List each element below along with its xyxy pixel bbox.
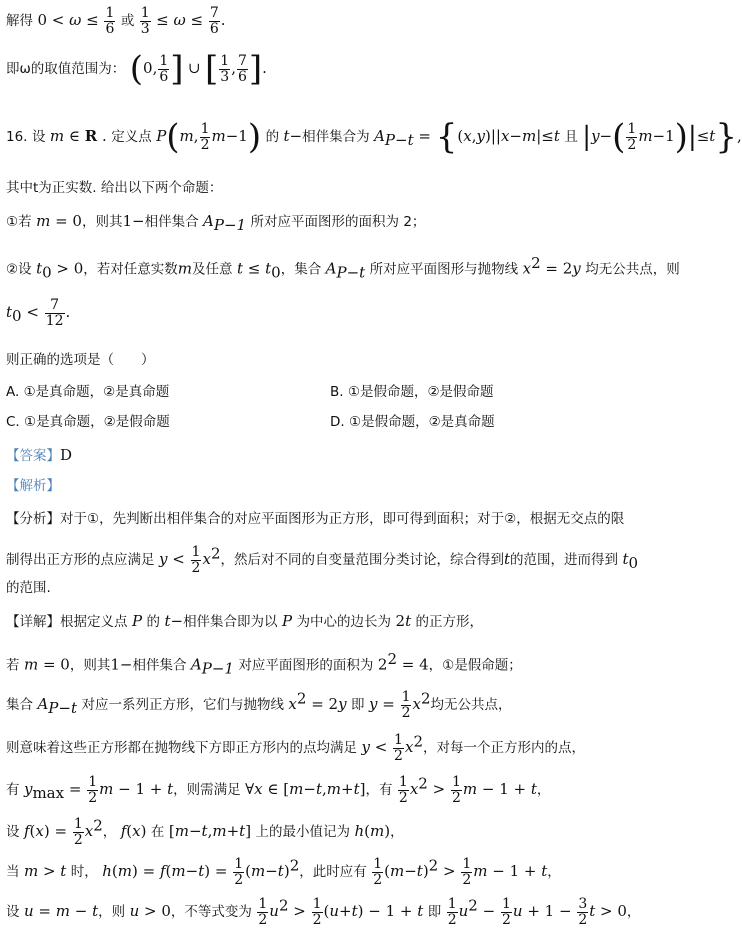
fenxi-line-1: 【分析】对于①，先判断出相伴集合的对应平面图形为正方形，即可得到面积；对于②，根据无交点的限	[6, 511, 625, 527]
q16-number: 16.	[6, 129, 28, 145]
line1-prefix: 解得	[6, 13, 33, 30]
xiangjie-line-4: 则意味着这些正方形都在抛物线下方即正方形内的点均满足 y < $\frac{1}{2}$ $x^2$，对每一个正方形内的点，	[6, 732, 585, 764]
option-a[interactable]: A. ①是真命题，②是真命题	[6, 384, 170, 400]
xiangjie-line-6: 设 f(x) = $\frac{1}{2}$ $x^2$， f(x) 在 [m−t,m+t] 上的最小值记为 h(m)，	[6, 816, 404, 848]
fenxi-label: 【分析】	[6, 511, 60, 527]
xiangjie-line-2: 若 m = 0，则其1−相伴集合 $A_{P-1}$ 对应平面图形的面积为 $2^2 = 4$，①是假命题；	[6, 650, 522, 678]
option-b[interactable]: B. ①是假命题，②是假命题	[330, 384, 494, 400]
solution-line-1: 解得 0 < ω ≤ $\frac{1}{6}$ 或 $\frac{1}{3}$ ≤ ω ≤ $\frac{7}{6}$ .	[6, 5, 226, 37]
option-c[interactable]: C. ①是真命题，②是假命题	[6, 414, 170, 430]
xiangjie-label: 【详解】	[6, 614, 60, 630]
fenxi-line-2: 制得出正方形的点应满足 y < $\frac{1}{2}$ $x^2$，然后对不同的自变量范围分类讨论，综合得到t的范围，进而得到 $t_0$	[6, 544, 639, 576]
q16-stem-line-2: 其中t为正实数. 给出以下两个命题：	[6, 180, 223, 196]
answer-label: 【答案】	[6, 448, 60, 464]
xiangjie-line-7: 当 m > t 时， h(m) = f(m−t) = $\frac{1}{2}$ $(m-t)^2$，此时应有 $\frac{1}{2}$ $(m-t)^2$ > $\frac{1}{2}$ m − 1 + t，	[6, 856, 561, 888]
line2-prefix: 即ω的取值范围为：	[6, 61, 126, 77]
q16-prop-2-end: $t_0$ < $\frac{7}{12}$ .	[6, 297, 71, 329]
answer-value: D	[60, 446, 73, 464]
xiangjie-line-5: 有 $y_{max}$ = $\frac{1}{2}$ m − 1 + t，则需满足 ∀x ∈ [m−t,m+t]，有 $\frac{1}{2}$ $x^2$ > $\frac{1}{2}$ m − 1 + t，	[6, 774, 551, 806]
q16-stem-line-1: 16. 设 m ∈ R . 定义点 P(m, $\frac{1}{2}$ m−1) 的 t−相伴集合为 $A_{P-t} = \{(x,y)||x-m|\le t$ 且 |y−( $\frac{1}{2}$ m−1)|≤t},	[6, 117, 742, 157]
answer-line	[6, 448, 72, 464]
q16-prop-2: ②设 $t_0 > 0$，若对任意实数m及任意 $t \le t_0$，集合 $A_{P-t}$ 所对应平面图形与抛物线 $x^2 = 2y$ 均无公共点，则	[6, 254, 680, 282]
xiangjie-line-1: 【详解】根据定义点 P 的 t−相伴集合即为以 P 为中心的边长为 2t 的正方形，	[6, 612, 484, 630]
analysis-label: 【解析】	[6, 478, 60, 494]
xiangjie-line-3: 集合 $A_{P-t}$ 对应一系列正方形，它们与抛物线 $x^2 = 2y$ 即 y = $\frac{1}{2}$ $x^2$均无公共点，	[6, 689, 512, 721]
q16-ask: 则正确的选项是（ ）	[6, 352, 155, 368]
fenxi-line-3: 的范围.	[6, 580, 51, 596]
xiangjie-line-8: 设 u = m − t，则 u > 0，不等式变为 $\frac{1}{2}$ $u^2$ > $\frac{1}{2}$ (u+t) − 1 + t 即 $\frac{1}{2}$ $u^2$ − $\frac{1}{2}$ u + 1 − $\frac{3}{2}$ t > 0，	[6, 896, 641, 928]
q16-prop-1: ①若 m = 0，则其1−相伴集合 $A_{P-1}$ 所对应平面图形的面积为 2；	[6, 212, 426, 234]
solution-line-2: 即ω的取值范围为： (0, $\frac{1}{6}$ ] ∪ [ $\frac{1}{3}$ , $\frac{7}{6}$ ].	[6, 49, 267, 89]
option-d[interactable]: D. ①是假命题，②是真命题	[330, 414, 495, 430]
